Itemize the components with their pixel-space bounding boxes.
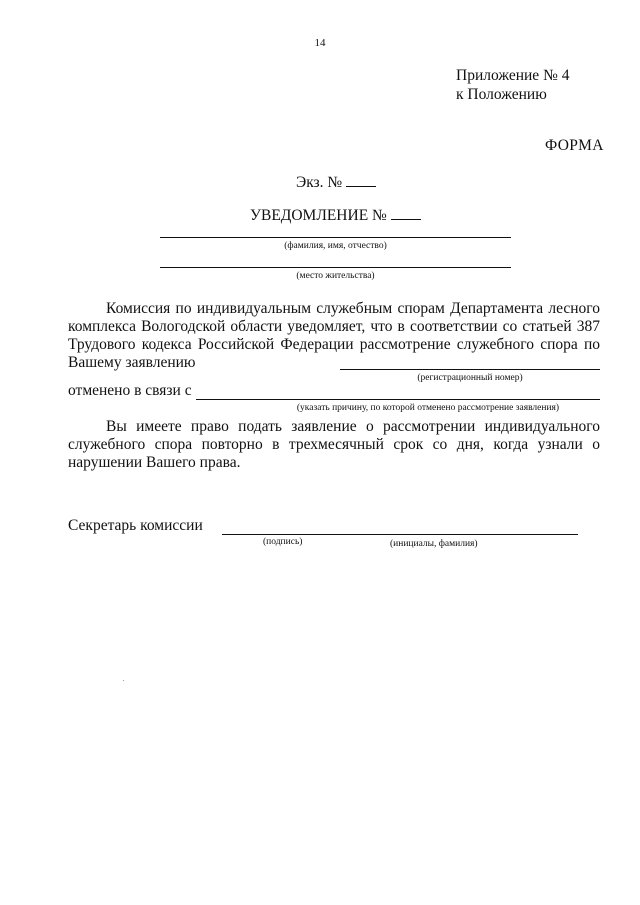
cancelled-text: отменено в связи с [68,382,192,399]
secretary-label: Секретарь комиссии [68,517,203,534]
copy-number-label: Экз. № [296,174,343,191]
appendix-line-1: Приложение № 4 [456,67,570,84]
signature-line [222,534,578,535]
signature-caption: (подпись) [263,537,303,547]
scan-speck [123,680,124,681]
notification-number-blank [391,205,421,220]
reg-number-line [340,369,600,370]
notification-title-text: УВЕДОМЛЕНИЕ № [250,207,387,224]
notification-title [250,205,421,225]
full-name-line [160,237,511,238]
reason-caption: (указать причину, по которой отменено рассмотрение заявления) [296,403,560,413]
page-number: 14 [314,37,326,49]
initials-caption: (инициалы, фамилия) [390,539,478,549]
appendix-line-2: к Положению [456,86,547,103]
appendix-reference [456,66,569,104]
copy-number [296,172,376,192]
body-paragraph-2: Вы имеете право подать заявление о рассмотрении индивидуального служебного спора повторно в трехмесячный срок со дня, когда узнали о нарушении Вашего права. [68,418,600,471]
copy-number-blank [346,172,376,187]
reason-line [196,399,600,400]
body-paragraph-1: Комиссия по индивидуальным служебным спорам Департамента лесного комплекса Вологодской области уведомляет, что в соответствии со статьей 387 Трудового кодекса Российской Федерации рассмотрение служебного спора по Вашему заявлению [68,300,600,371]
form-label: ФОРМА [545,137,604,154]
reg-number-caption: (регистрационный номер) [417,373,523,383]
full-name-caption: (фамилия, имя, отчество) [284,241,387,251]
residence-caption: (место жительства) [296,271,375,281]
residence-line [160,267,511,268]
